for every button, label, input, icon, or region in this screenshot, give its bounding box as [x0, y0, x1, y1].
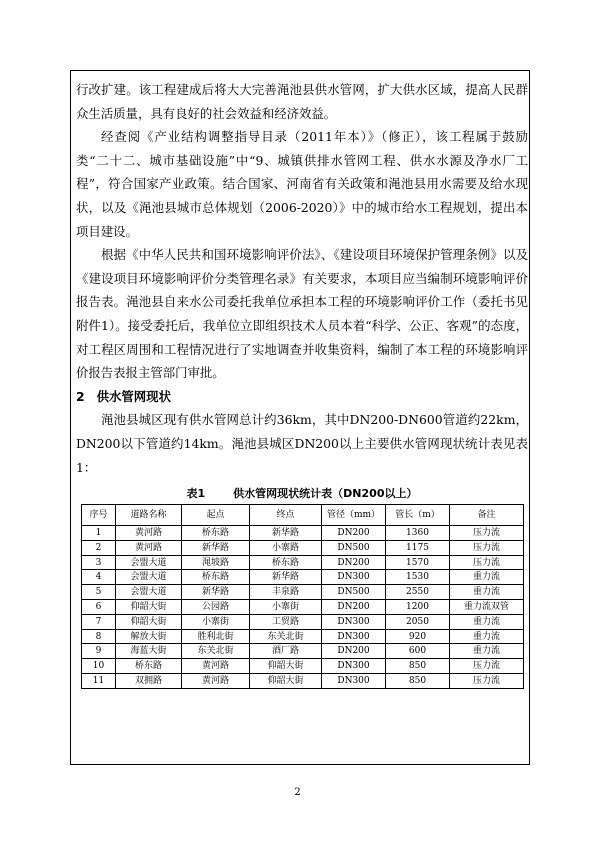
table-cell: 新华路: [182, 585, 250, 600]
header-cell: 终点: [250, 505, 322, 526]
table-row: [82, 629, 524, 644]
table-cell: 黄河路: [116, 540, 182, 555]
table-cell: 丰泉路: [250, 585, 322, 600]
table-cell: 酒厂路: [250, 644, 322, 659]
table-cell: DN300: [322, 674, 386, 689]
table-cell: 公园路: [182, 600, 250, 615]
table-cell: 渑坡路: [182, 555, 250, 570]
table-cell: 600: [386, 644, 450, 659]
table-cell: 重力流双管: [450, 600, 524, 615]
table-row: [82, 570, 524, 585]
table-cell: DN300: [322, 629, 386, 644]
table-cell: 压力流: [450, 674, 524, 689]
table-cell: DN300: [322, 570, 386, 585]
table-cell: 小寨路: [250, 540, 322, 555]
table-cell: 8: [82, 629, 116, 644]
table-cell: DN200: [322, 526, 386, 541]
table-cell: 7: [82, 614, 116, 629]
document-body: [76, 78, 528, 689]
header-cell: 序号: [82, 505, 116, 526]
table-row: [82, 540, 524, 555]
table-cell: 5: [82, 585, 116, 600]
table-cell: 1360: [386, 526, 450, 541]
table-row: [82, 674, 524, 689]
header-cell: 起点: [182, 505, 250, 526]
table-cell: 东关北街: [182, 644, 250, 659]
table-cell: 仰韶大街: [250, 659, 322, 674]
table-cell: 工贸路: [250, 614, 322, 629]
table-cell: 仰韶大街: [116, 614, 182, 629]
table-cell: 仰韶大街: [250, 674, 322, 689]
table-cell: 重力流: [450, 570, 524, 585]
table-cell: 2050: [386, 614, 450, 629]
paragraph-2: 经查阅《产业结构调整指导目录（2011年本）》（修正），该工程属于鼓励类“二十二、城市基础设施”中“9、城镇供排水管网工程、供水水源及净水厂工程”，符合国家产业政策。结合国家、河南省有关政策和渑池县用水需要及给水现状，以及《渑池县城市总体规划（2006-2020）》中的城市给水工程规划，提出本项目建设。: [76, 129, 528, 239]
table-cell: 11: [82, 674, 116, 689]
table-cell: DN500: [322, 585, 386, 600]
table-cell: 压力流: [450, 555, 524, 570]
table-row: [82, 614, 524, 629]
table-cell: 4: [82, 570, 116, 585]
table-cell: 1200: [386, 600, 450, 615]
section-heading: [76, 385, 528, 409]
table-cell: 桥东路: [250, 555, 322, 570]
table-cell: 新华路: [182, 540, 250, 555]
table-cell: 6: [82, 600, 116, 615]
table-cell: 850: [386, 674, 450, 689]
table-caption: [76, 486, 528, 502]
table-cell: 会盟大道: [116, 570, 182, 585]
table-cell: 压力流: [450, 526, 524, 541]
table-cell: DN500: [322, 540, 386, 555]
table-cell: 黄河路: [182, 659, 250, 674]
table-cell: 重力流: [450, 614, 524, 629]
table-cell: 桥东路: [182, 526, 250, 541]
table-cell: 小寨街: [250, 600, 322, 615]
paragraph-3: 根据《中华人民共和国环境影响评价法》、《建设项目环境保护管理条例》以及《建设项目环境影响评价分类管理名录》有关要求，本项目应当编制环境影响评价报告表。渑池县自来水公司委托我单位承担本工程的环境影响评价工作（委托书见附件1）。接受委托后，我单位立即组织技术人员本着“科学、公正、客观”的态度，对工程区周围和工程情况进行了实地调查并收集资料，编制了本工程的环境影响评价报告表报主管部门审批。: [76, 247, 528, 381]
table-cell: 重力流: [450, 629, 524, 644]
table-caption-label: 表1: [186, 487, 206, 501]
table-header-row: [82, 505, 524, 526]
table-cell: 黄河路: [116, 526, 182, 541]
header-cell: 道路名称: [116, 505, 182, 526]
table-cell: 东关北街: [250, 629, 322, 644]
table-cell: 1570: [386, 555, 450, 570]
table-cell: DN300: [322, 614, 386, 629]
table-cell: DN200: [322, 644, 386, 659]
table-row: [82, 585, 524, 600]
table-cell: 会盟大道: [116, 555, 182, 570]
table-cell: 仰韶大街: [116, 600, 182, 615]
header-cell: 备注: [450, 505, 524, 526]
table-row: [82, 555, 524, 570]
table-cell: 桥东路: [116, 659, 182, 674]
header-cell: 管长（m）: [386, 505, 450, 526]
table-cell: DN300: [322, 659, 386, 674]
page-number: 2: [294, 787, 301, 798]
pipe-network-table: [81, 504, 524, 689]
table-row: [82, 659, 524, 674]
section-title: 供水管网现状: [96, 388, 171, 404]
table-cell: 重力流: [450, 644, 524, 659]
table-cell: 会盟大道: [116, 585, 182, 600]
table-cell: 1: [82, 526, 116, 541]
paragraph-1: 行改扩建。该工程建成后将大大完善渑池县供水管网，扩大供水区域，提高人民群众生活质量，具有良好的社会效益和经济效益。: [76, 82, 528, 121]
section-number: 2: [76, 388, 85, 404]
table-cell: DN200: [322, 555, 386, 570]
table-cell: 2550: [386, 585, 450, 600]
table-cell: 3: [82, 555, 116, 570]
table-cell: 压力流: [450, 540, 524, 555]
table-cell: 10: [82, 659, 116, 674]
table-body: [82, 526, 524, 689]
table-cell: 850: [386, 659, 450, 674]
table-row: [82, 600, 524, 615]
table-cell: 新华路: [250, 526, 322, 541]
table-cell: 2: [82, 540, 116, 555]
table-cell: 黄河路: [182, 674, 250, 689]
table-cell: 1530: [386, 570, 450, 585]
section-paragraph: 渑池县城区现有供水管网总计约36km，其中DN200-DN600管道约22km，DN200以下管道约14km。渑池县城区DN200以上主要供水管网现状统计表见表1：: [76, 412, 528, 475]
table-cell: 解放大街: [116, 629, 182, 644]
table-row: [82, 644, 524, 659]
table-cell: 重力流: [450, 585, 524, 600]
table-cell: DN200: [322, 600, 386, 615]
table-cell: 新华路: [250, 570, 322, 585]
table-cell: 桥东路: [182, 570, 250, 585]
table-caption-title: 供水管网现状统计表（DN200以上）: [233, 487, 418, 501]
table-cell: 胜利北街: [182, 629, 250, 644]
table-cell: 双拥路: [116, 674, 182, 689]
table-cell: 压力流: [450, 659, 524, 674]
header-cell: 管径（mm）: [322, 505, 386, 526]
table-cell: 9: [82, 644, 116, 659]
table-cell: 1175: [386, 540, 450, 555]
table-cell: 小寨街: [182, 614, 250, 629]
table-row: [82, 526, 524, 541]
table-cell: 海蓝大街: [116, 644, 182, 659]
table-cell: 920: [386, 629, 450, 644]
